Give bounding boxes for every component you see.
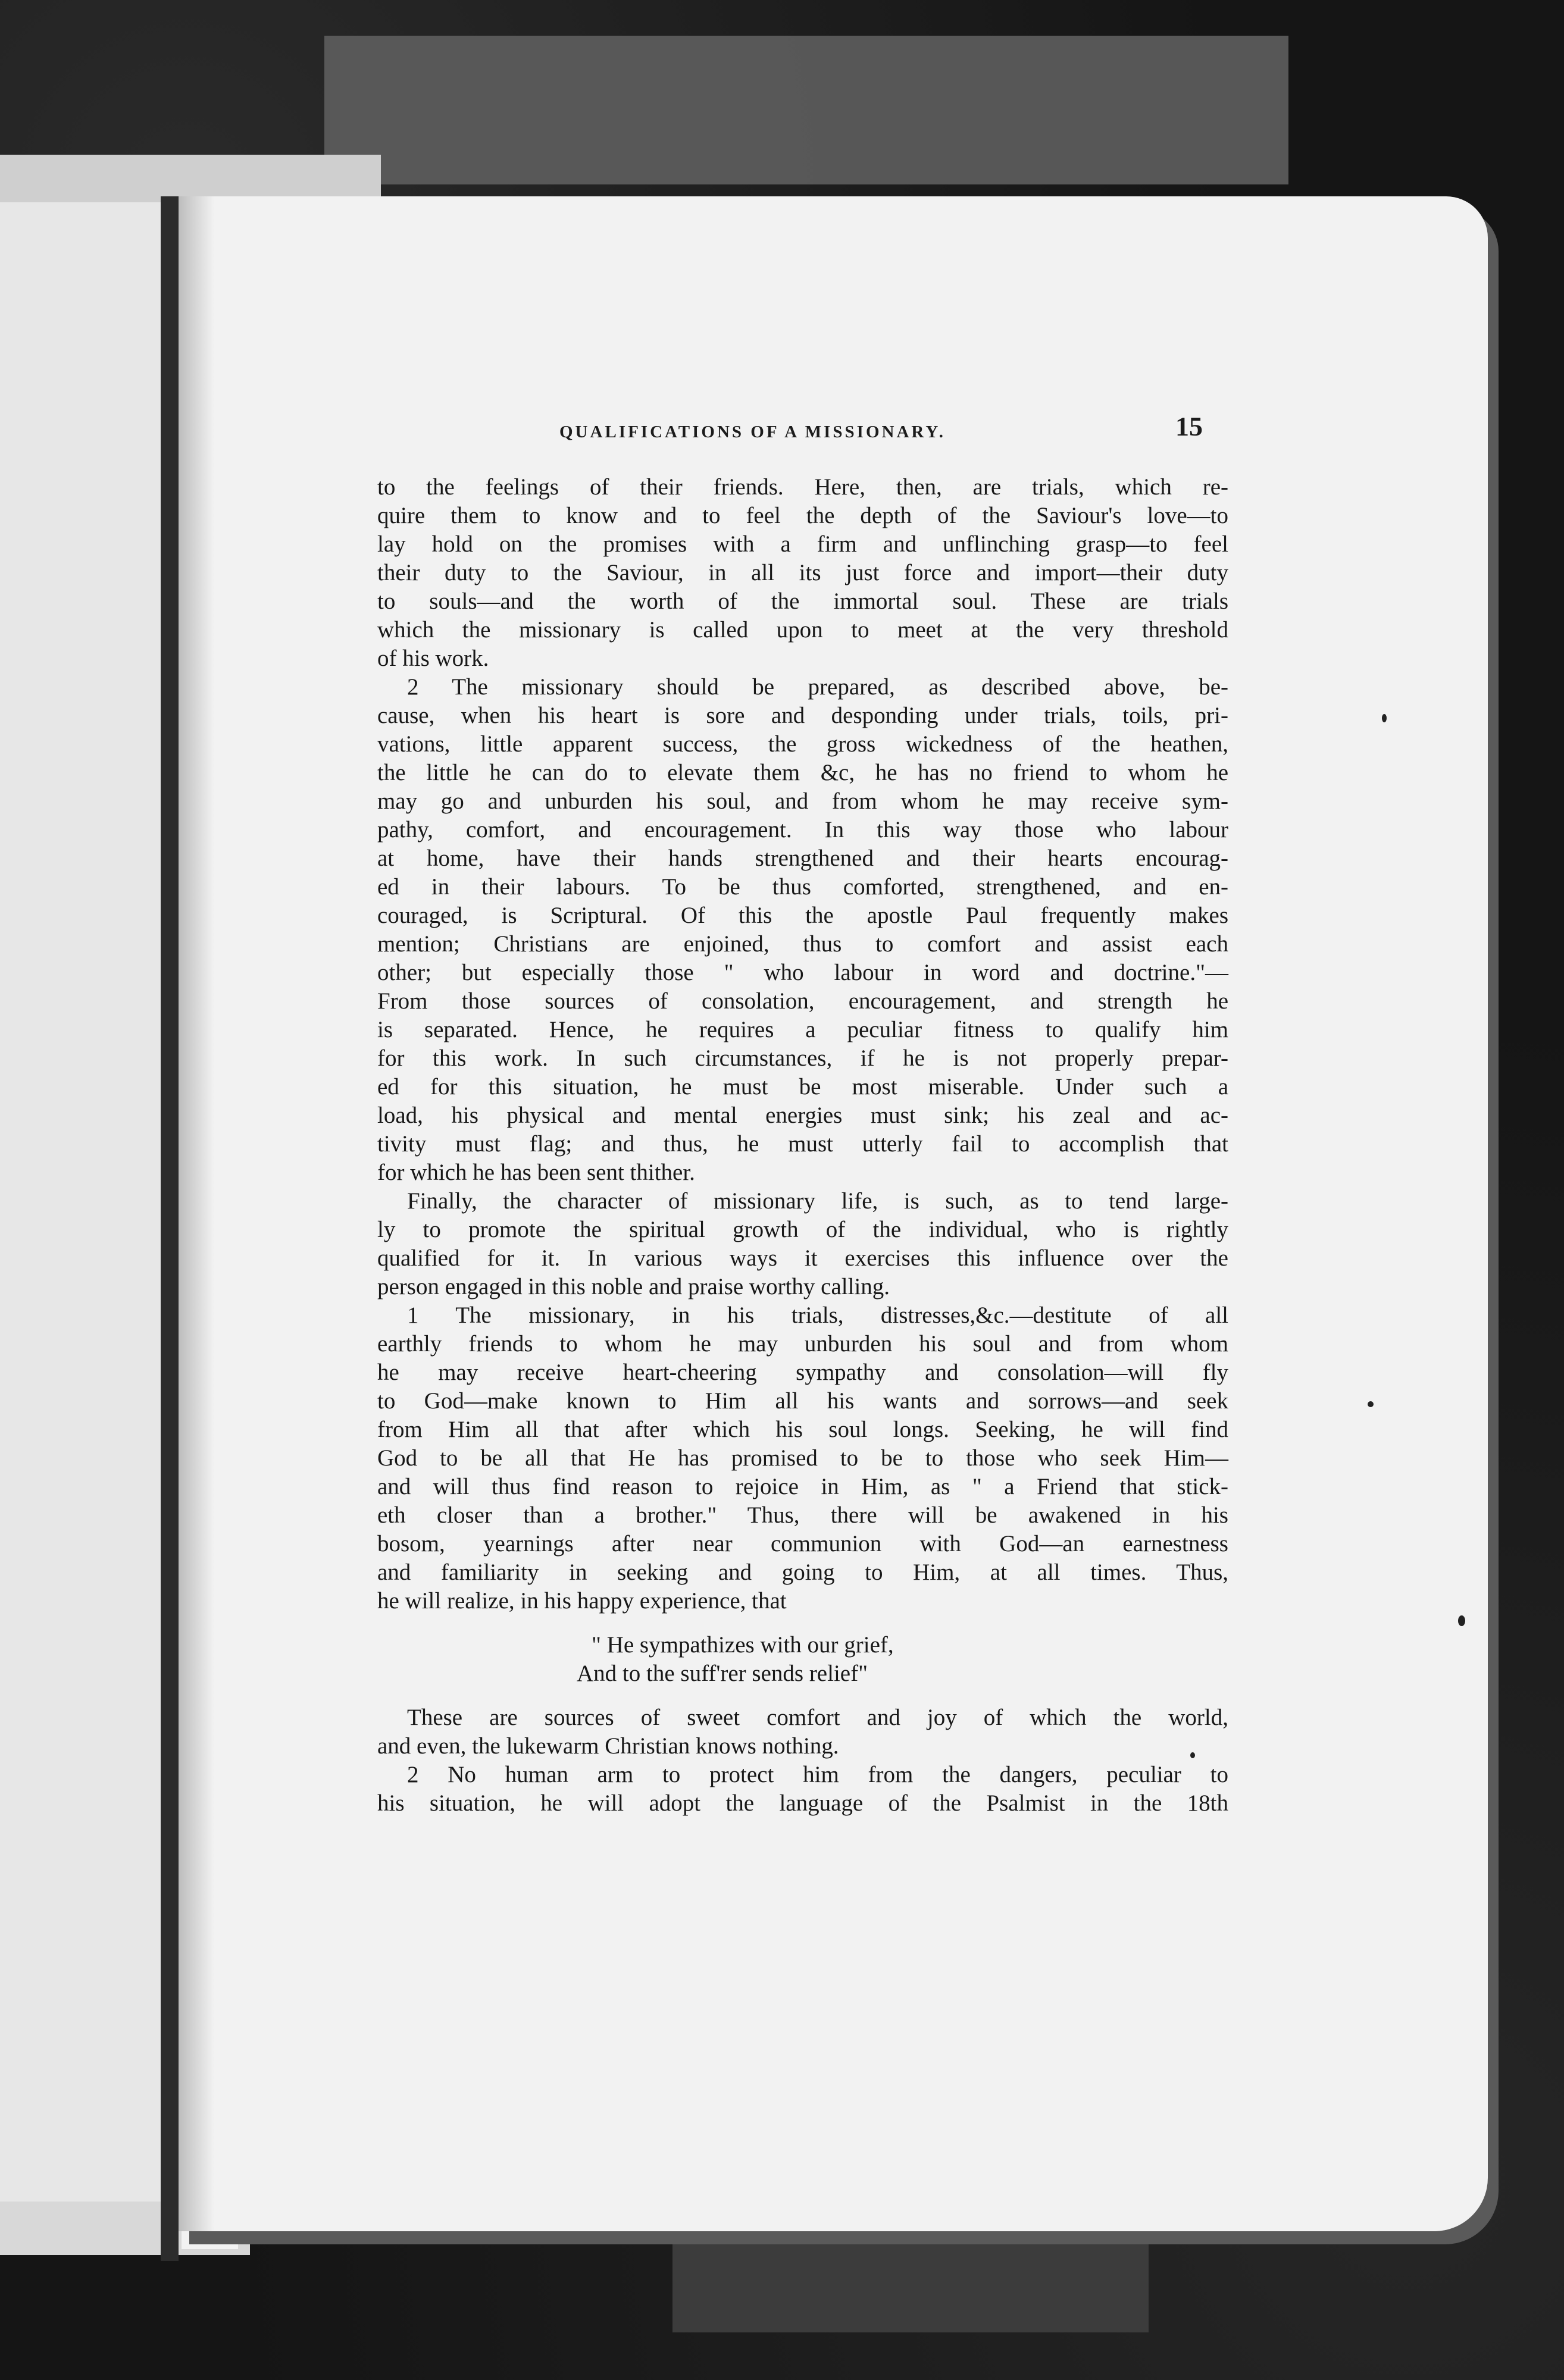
scan-speck	[1382, 714, 1387, 722]
text-line: 2 The missionary should be prepared, as described above, be-	[407, 674, 1228, 700]
scan-speck	[1368, 1401, 1374, 1407]
text-line: eth closer than a brother." Thus, there will be awakened in his	[377, 1502, 1228, 1528]
text-line: and even, the lukewarm Christian knows nothing.	[377, 1733, 839, 1759]
text-line: bosom, yearnings after near communion with God—an earnestness	[377, 1531, 1228, 1557]
book-gutter	[161, 196, 179, 2261]
text-line: may go and unburden his soul, and from whom he may receive sym-	[377, 788, 1228, 814]
text-line: person engaged in this noble and praise worthy calling.	[377, 1274, 890, 1299]
tape-strip-top	[324, 36, 1288, 184]
page-number: 15	[1175, 411, 1203, 441]
text-line: and familiarity in seeking and going to Him, at all times. Thus,	[377, 1559, 1228, 1585]
text-line: From those sources of consolation, encouragement, and strength he	[377, 988, 1228, 1014]
text-line: Finally, the character of missionary life, is such, as to tend large-	[407, 1188, 1228, 1214]
text-line: tivity must flag; and thus, he must utterly fail to accomplish that	[377, 1131, 1228, 1157]
text-line: couraged, is Scriptural. Of this the apostle Paul frequently makes	[377, 903, 1228, 928]
text-line: for which he has been sent thither.	[377, 1160, 695, 1185]
text-line: qualified for it. In various ways it exercises this influence over the	[377, 1245, 1228, 1271]
text-line: which the missionary is called upon to meet at the very threshold	[377, 617, 1228, 643]
running-head: QUALIFICATIONS OF A MISSIONARY.	[559, 422, 946, 441]
text-line: God to be all that He has promised to be to those who seek Him—	[377, 1445, 1228, 1471]
text-line: cause, when his heart is sore and desponding under trials, toils, pri-	[377, 703, 1228, 728]
text-line: other; but especially those " who labour in word and doctrine."—	[377, 960, 1228, 985]
verse-line: " He sympathizes with our grief,	[592, 1632, 894, 1658]
page-binding-shadow	[179, 196, 214, 2231]
verse-spacer	[377, 1688, 1228, 1703]
text-line: he may receive heart-cheering sympathy and consolation—will fly	[377, 1360, 1228, 1385]
text-line: quire them to know and to feel the depth of the Saviour's love—to	[377, 503, 1228, 528]
text-line: to the feelings of their friends. Here, then, are trials, which re-	[377, 474, 1228, 500]
verse-line: And to the suff'rer sends relief"	[577, 1661, 868, 1686]
text-line: 1 The missionary, in his trials, distresses,&c.—destitute of all	[407, 1302, 1228, 1328]
text-line: and will thus find reason to rejoice in Him, as " a Friend that stick-	[377, 1474, 1228, 1499]
text-line: pathy, comfort, and encouragement. In this way those who labour	[377, 817, 1228, 843]
text-line: he will realize, in his happy experience, that	[377, 1588, 787, 1614]
text-line: earthly friends to whom he may unburden his soul and from whom	[377, 1331, 1228, 1357]
text-line: vations, little apparent success, the gross wickedness of the heathen,	[377, 731, 1228, 757]
text-line: for this work. In such circumstances, if he is not properly prepar-	[377, 1045, 1228, 1071]
text-line: mention; Christians are enjoined, thus to comfort and assist each	[377, 931, 1228, 957]
text-line: load, his physical and mental energies must sink; his zeal and ac-	[377, 1103, 1228, 1128]
text-line: from Him all that after which his soul longs. Seeking, he will find	[377, 1417, 1228, 1442]
text-line: is separated. Hence, he requires a peculiar fitness to qualify him	[377, 1017, 1228, 1042]
text-line: 2 No human arm to protect him from the dangers, peculiar to	[407, 1762, 1228, 1787]
text-line: to souls—and the worth of the immortal soul. These are trials	[377, 588, 1228, 614]
left-page-top-edge	[0, 155, 381, 202]
verse-spacer	[377, 1615, 1228, 1631]
scan-speck	[1458, 1615, 1465, 1626]
text-line: of his work.	[377, 646, 489, 671]
text-line: the little he can do to elevate them &c, he has no friend to whom he	[377, 760, 1228, 785]
left-facing-page	[0, 202, 179, 2249]
text-line: These are sources of sweet comfort and joy of which the world,	[407, 1705, 1228, 1730]
tape-strip-bottom	[672, 2213, 1149, 2332]
text-line: ed in their labours. To be thus comforted, strengthened, and en-	[377, 874, 1228, 900]
text-line: his situation, he will adopt the language of the Psalmist in the 18th	[377, 1790, 1228, 1816]
scan-speck	[1190, 1752, 1195, 1758]
text-line: lay hold on the promises with a firm and unflinching grasp—to feel	[377, 531, 1228, 557]
text-line: ed for this situation, he must be most miserable. Under such a	[377, 1074, 1228, 1100]
text-line: to God—make known to Him all his wants and sorrows—and seek	[377, 1388, 1228, 1414]
text-line: ly to promote the spiritual growth of the individual, who is rightly	[377, 1217, 1228, 1242]
body-text	[377, 473, 1228, 1818]
text-line: at home, have their hands strengthened and their hearts encourag-	[377, 845, 1228, 871]
text-line: their duty to the Saviour, in all its just force and import—their duty	[377, 560, 1228, 585]
